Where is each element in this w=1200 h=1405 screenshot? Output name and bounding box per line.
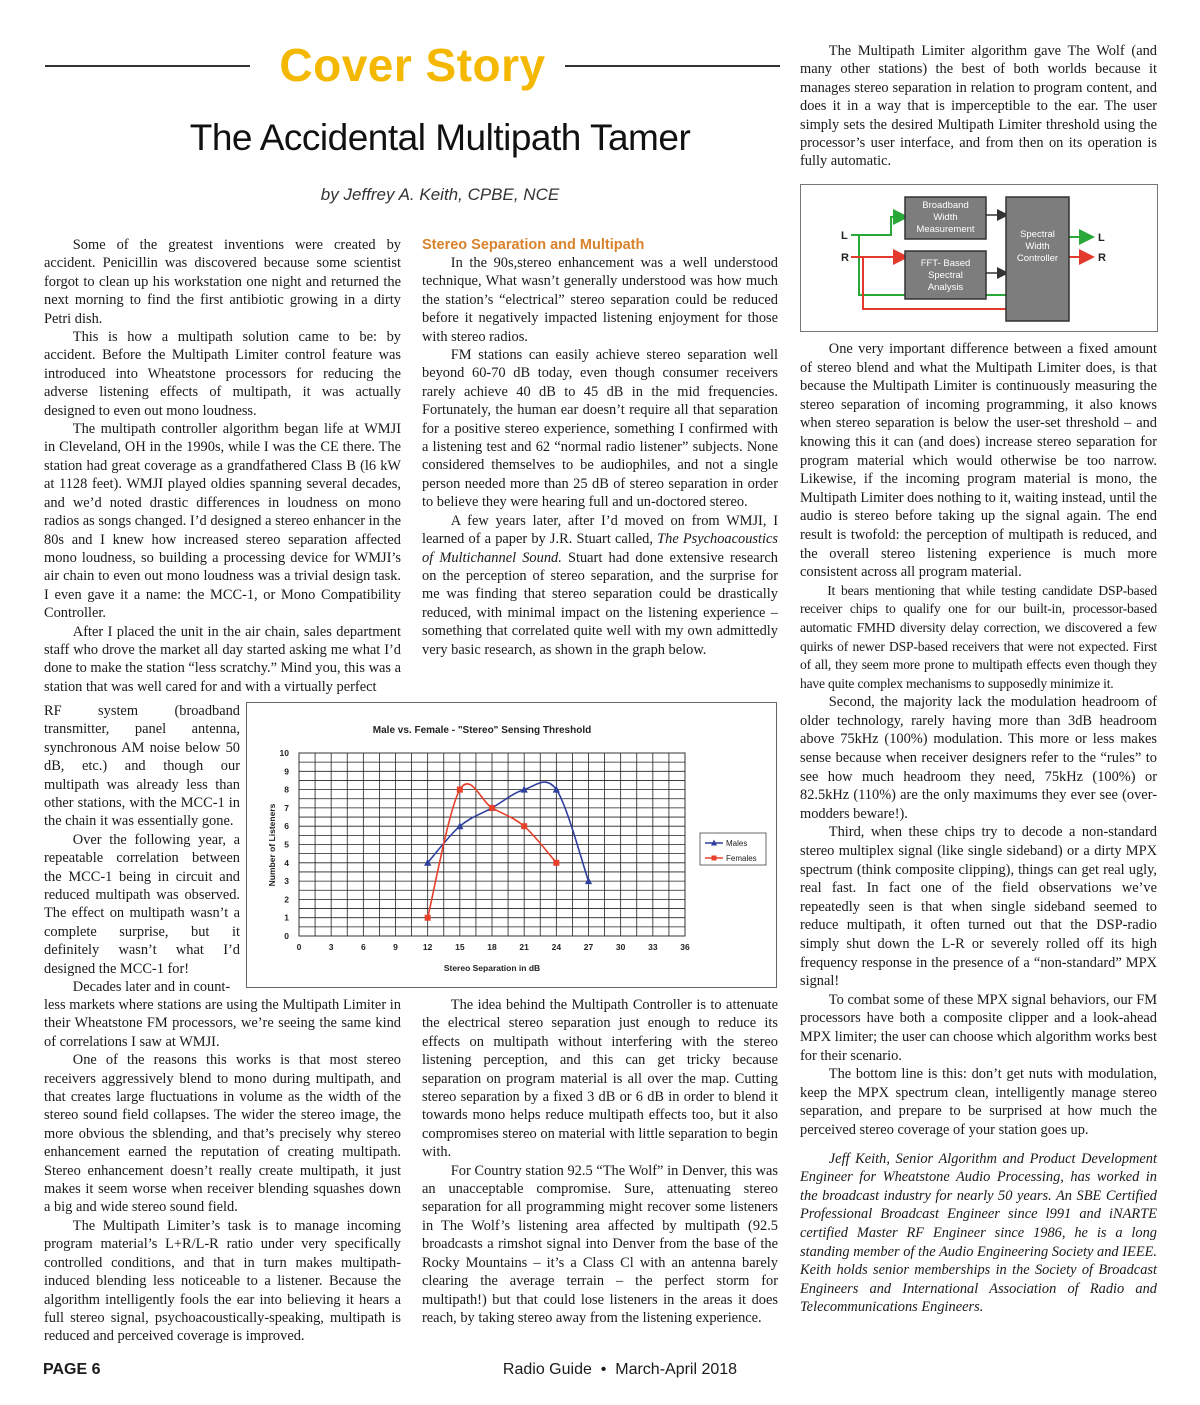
column-2-top <box>422 236 778 659</box>
diagram-label: Controller <box>1016 253 1059 264</box>
x-tick-label: 36 <box>680 942 690 952</box>
legend-label: Males <box>726 839 748 848</box>
diagram-label: Spectral <box>928 270 963 281</box>
paragraph: Over the following year, a repeatable correlation between the MCC-1 being in circuit and reduced multipath was observed. The effect on multipath wasn’t a complete surprise, but it definitely wasn’t what I’d designed the MCC-1 for! <box>44 831 240 977</box>
diagram-label: Broadband <box>922 200 969 211</box>
y-axis-label: Number of Listeners <box>267 803 277 887</box>
y-tick-label: 9 <box>284 766 289 777</box>
kicker-rule-right <box>565 65 780 67</box>
data-point-females <box>457 787 463 793</box>
article-headline: The Accidental Multipath Tamer <box>189 117 691 158</box>
legend-label: Females <box>726 854 757 863</box>
x-tick-label: 15 <box>455 942 465 952</box>
paragraph: RF system (broadband transmitter, panel antenna, synchronous AM noise below 50 dB, etc.) and though our multipath was already less than other stations, with the MCC-1 in the chain it was essentially gone. <box>44 703 240 830</box>
paragraph: Second, the majority lack the modulation headroom of older technology, rarely having more than 3dB headroom above 75kHz (100%) modulation. This more or less makes sense because when receiver designers refer to the “rules” to see how much headroom they need, 75kHz (100%) or 82.5kHz (110%) are the only maximums they ever see (over-modders beware!). <box>800 694 1157 822</box>
chart-legend <box>700 833 766 865</box>
byline: by Jeffrey A. Keith, CPBE, NCE <box>320 185 560 204</box>
section-subhead: Stereo Separation and Multipath <box>422 237 645 253</box>
x-tick-label: 3 <box>328 942 334 952</box>
x-tick-label: 18 <box>487 942 497 952</box>
block-diagram <box>800 184 1158 332</box>
paragraph: After I placed the unit in the air chain, sales department staff who drove the market all day started asking me what I’d done to make the station “less scratchy.” Mind you, this was a station that was well cared for and with a virtually perfect <box>44 623 401 695</box>
paragraph: The Multipath Limiter’s task is to manage incoming program material’s L+R/L-R ratio under very specifically controlled conditions, and that in turn makes multipath-induced blending less noticeable to a listener. Because the algorithm intelligently fools the ear into believing it hears a full stereo signal, psychoacoustically-speaking, multipath is reduced and perceived coverage is improved. <box>44 1217 401 1345</box>
input-l-label: L <box>841 230 848 242</box>
x-tick-label: 0 <box>296 942 302 952</box>
paragraph: In the 90s,stereo enhancement was a well understood technique, What wasn’t generally understood was how much the station’s “electrical” stereo separation could be reduced before it negatively impacted listening enjoyment for those with stereo radios. <box>422 255 778 345</box>
x-tick-label: 33 <box>648 942 658 952</box>
listener-threshold-chart <box>246 702 777 988</box>
paragraph: For Country station 92.5 “The Wolf” in Denver, this was an unacceptable compromise. Sure, attenuating stereo separation for all programming might recover some listeners in The Wolf’s listening area affected by multipath (92.5 broadcasts a rimshot signal into Denver from the base of the Rocky Mountains – it’s a Class Cl with an antenna barely clearing the average terrain – the perfect storm for multipath!) but that could lose listeners in the areas it does reach, by taking stereo away from the listening experience. <box>422 1162 778 1326</box>
paragraph: Third, when these chips try to decode a non-standard stereo multiplex signal (like single sideband) or a dirty MPX spectrum (think composite clipping), things can get real ugly, real fast. In fact one of the field observations we’ve repeatedly seen is that when single sideband seemed to reduce multipath, it often turned out that the DSP-radio simply shut down the L-R or severely rolled off its high frequency response in the presence of a “non-standard” MPX signal! <box>800 824 1157 990</box>
column-2-bottom <box>422 996 778 1327</box>
output-r-label: R <box>1098 252 1106 264</box>
paragraph: FM stations can easily achieve stereo separation well beyond 60-70 dB today, even though consumer receivers rarely achieve 40 dB to 45 dB in the mid frequencies. Fortunately, the human ear doesn’t require all that separation for a positive stereo experience, something I confirmed with a listening test and 62 “normal radio listener” subjects. None considered themselves to be audiophiles, and not a single person needed more than 25 dB of stereo separation in order to believe they were hearing full and un-doctored stereo. <box>422 347 778 511</box>
diagram-label: Width <box>933 212 958 223</box>
data-point-females <box>553 860 559 866</box>
paragraph: One of the reasons this works is that most stereo receivers aggressively blend to mono during multipath, and that creates large fluctuations in volume as the width of the stereo sound field collapses. The wider the stereo image, the more obvious the sblending, and that’s precisely why stereo enhancement earned the reputation of creating multipath. Stereo enhancement doesn’t really create multipath, it just makes it seem worse when receiver blending squashes down a big and wide stereo sound field. <box>44 1052 401 1216</box>
paragraph: Decades later and in count- <box>72 979 231 996</box>
signal-line <box>859 217 905 235</box>
y-tick-label: 2 <box>284 894 289 905</box>
paragraph: The idea behind the Multipath Controller is to attenuate the electrical stereo separation just enough to reduce its effects on multipath without interfering with the stereo listening perception, and this can get tricky because separation on program material is all over the map. Cutting stereo separation by a fixed 3 dB or 6 dB in order to blend it towards mono helps reduce multipath effects too, but it also compromises stereo on material with little separation to begin with. <box>422 997 778 1161</box>
chart-grid <box>299 753 685 936</box>
page-number: PAGE 6 <box>43 1361 101 1378</box>
y-tick-label: 4 <box>284 857 289 868</box>
diagram-label: FFT- Based <box>920 258 971 269</box>
paragraph: This is how a multipath solution came to be: by accident. Before the Multipath Limiter control feature was introduced into Wheatstone processors for reducing the adverse listening effects of multipath, it was actually designed to even out mono loudness. <box>44 329 401 419</box>
paragraph <box>422 512 778 659</box>
paragraph: One very important difference between a fixed amount of stereo blend and what the Multipath Limiter does, is that because the Multipath Limiter is continuously measuring the stereo separation of incoming programming, it also knows when stereo separation is below the user-set threshold – and knowing this it can (and does) increase stereo separation for program material which would otherwise be too narrow. Likewise, if the incoming program material is mono, the Multipath Limiter does nothing to it, waiting instead, until the audio is stereo before taking up the signal again. The end result is twofold: the perception of multipath is reduced, and the overall stereo listening experience is much more consistent across all program material. <box>800 341 1157 581</box>
column-3-top <box>800 42 1157 171</box>
paragraph: It bears mentioning that while testing candidate DSP-based receiver chips to qualify one for our built-in, processor-based automatic FMHD diversity delay correction, we discovered a few quirks of newer DSP-based receivers that were not expected. First of all, they seem more prone to multipath effects even though they have quite complex mechanisms to supposedly minimize it. <box>800 582 1157 691</box>
paragraph: The bottom line is this: don’t get nuts with modulation, keep the MPX spectrum clean, intelligently manage stereo separation, and prepare to be surprised at how much the perceived stereo coverage of your station goes up. <box>800 1066 1157 1138</box>
text-run: Stuart had done extensive research on the perception of stereo separation, and the surprise for me was finding that stereo separation could be drastically reduced, with minimal impact on the listening experience – something that correlated quite well with my own admittedly very basic research, as shown in the graph below. <box>422 549 778 658</box>
x-axis-label: Stereo Separation in dB <box>443 963 541 973</box>
text-run: A few years later, after I’d moved on from WMJI, I learned of a paper by J.R. Stuart called, <box>422 512 778 548</box>
block-diagram-svg <box>801 185 1157 331</box>
chart-svg <box>247 703 775 986</box>
x-tick-label: 30 <box>615 942 626 952</box>
diagram-label: Width <box>1025 241 1050 252</box>
diagram-label: Measurement <box>916 224 975 235</box>
data-point-females <box>521 823 527 829</box>
data-point-females <box>489 805 495 811</box>
legend-marker <box>712 856 717 861</box>
x-tick-label: 12 <box>422 942 433 952</box>
x-tick-label: 27 <box>583 942 594 952</box>
column-1-bottom <box>44 996 401 1346</box>
y-tick-label: 5 <box>284 839 289 850</box>
paragraph: To combat some of these MPX signal behaviors, our FM processors have both a composite clipper and a look-ahead MPX limiter; the user can choose which algorithm works best for their scenario. <box>800 991 1157 1064</box>
publication-info: Radio Guide • March-April 2018 <box>502 1361 738 1378</box>
x-tick-label: 24 <box>551 942 562 952</box>
input-r-label: R <box>841 252 849 264</box>
paragraph: Some of the greatest inventions were created by accident. Penicillin was discovered because some scientist forgot to clean up his workstation one night and returned the next morning to find the first antibiotic growing in a dirty Petri dish. <box>44 237 401 327</box>
paragraph: The Multipath Limiter algorithm gave The Wolf (and many other stations) the best of both worlds because it manages stereo separation in relation to program content, and does it in a way that is imperceptible to the ear. The user simply sets the desired Multipath Limiter threshold using the processor’s user interface, and from then on its operation is fully automatic. <box>800 43 1157 170</box>
y-tick-label: 0 <box>284 931 289 941</box>
column-1-narrow <box>44 702 240 997</box>
paragraph: The multipath controller algorithm began life at WMJI in Cleveland, OH in the 1990s, while I was the CE there. The station had great coverage as a grandfathered Class B (l6 kW at 1128 feet). WMJI played oldies spanning several decades, and we’d noted drastic differences in loudness on mono radios as songs changed. I’d designed a stereo enhancer in the 80s and I knew how increased stereo separation affected mono loudness, so building a processing device for WMJI’s air chain to even out mono loudness was a trivial design task. I even gave it a name: the MCC-1, or Mono Compatibility Controller. <box>44 421 401 622</box>
kicker-row <box>45 38 780 94</box>
y-tick-label: 1 <box>284 912 289 923</box>
paragraph: less markets where stations are using the Multipath Limiter in their Wheatstone FM processors, we’re seeing the same kind of correlations I saw at WMJI. <box>44 997 401 1050</box>
data-point-females <box>425 915 431 921</box>
paper-title: The Psychoacoustics of Multichannel Sound. <box>422 531 778 566</box>
x-tick-label: 6 <box>360 942 366 952</box>
output-l-label: L <box>1098 232 1105 244</box>
y-tick-label: 8 <box>284 784 289 795</box>
section-kicker: Cover Story <box>279 39 546 91</box>
y-tick-label: 7 <box>284 802 289 813</box>
column-3-bottom <box>800 340 1157 1317</box>
diagram-label: Analysis <box>927 282 964 293</box>
x-tick-label: 9 <box>393 942 398 952</box>
y-tick-label: 10 <box>279 748 289 758</box>
author-bio: Jeff Keith, Senior Algorithm and Product Development Engineer for Wheatstone Audio Processing, has worked in the broadcast industry for nearly 50 years. An SBE Certified Professional Broadcast Engineer since l991 and iNARTE certified Master RF Engineer since 1986, he is a long standing member of the Audio Engineering Society and IEEE. Keith holds senior memberships in the Society of Broadcast Engineers and International Association of Radio and Telecommunications Engineers. <box>800 1150 1157 1316</box>
diagram-label: Spectral <box>1020 229 1055 240</box>
y-tick-label: 6 <box>284 821 289 832</box>
chart-title: Male vs. Female - "Stereo" Sensing Threshold <box>372 725 592 736</box>
y-tick-label: 3 <box>284 876 289 887</box>
x-tick-label: 21 <box>519 942 529 952</box>
column-1-top <box>44 236 401 696</box>
